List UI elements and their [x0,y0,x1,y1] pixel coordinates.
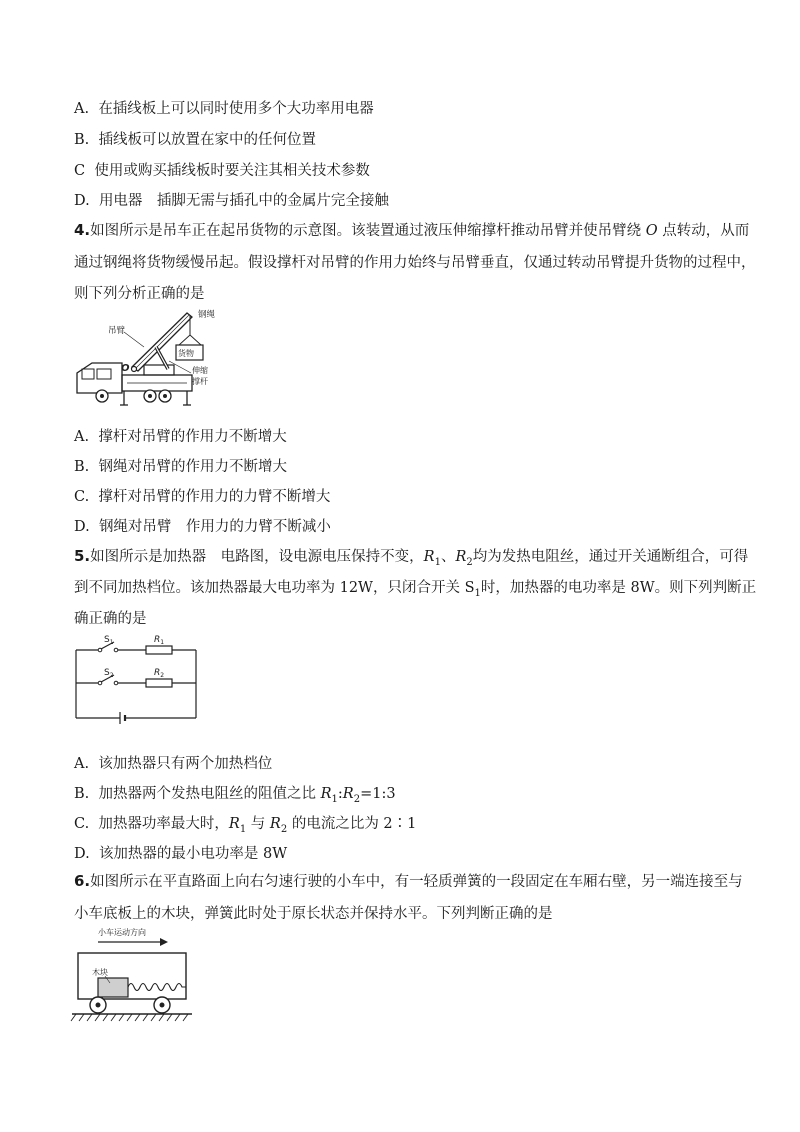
label-strut-2: 撑杆 [192,377,208,386]
label-block: 木块 [92,968,108,977]
q4-option-c: C. 撑杆对吊臂的作用力的力臂不断增大 [74,489,331,505]
q4-option-a: A. 撑杆对吊臂的作用力不断增大 [74,429,287,445]
q5-stem-line3: 确正确的是 [74,611,147,627]
q4-crane-figure [72,305,232,410]
q3-option-d: D. 用电器 插脚无需与插孔中的金属片完全接触 [74,193,389,209]
label-boom: 吊臂 [108,326,126,336]
q4-option-b: B. 钢绳对吊臂的作用力不断增大 [74,459,287,475]
q6-stem-line1: 6.如图所示在平直路面上向右匀速行驶的小车中，有一轻质弹簧的一段固定在车厢右壁，另一端连接至与 [74,872,743,890]
q4-stem-line2: 通过钢绳将货物缓慢吊起。假设撑杆对吊臂的作用力始终与吊臂垂直，仅通过转动吊臂提升货物的过程中， [74,255,756,271]
q5-stem-line2: 到不同加热档位。该加热器最大电功率为 12W，只闭合开关 $S_1$时，加热器的电功率是 8W。则下列判断正 [74,580,757,599]
label-rope: 钢绳 [198,310,216,320]
q5-option-b: B. 加热器两个发热电阻丝的阻值之比 $R_1:R_2=1:3$ [74,786,396,805]
q5-option-d: D. 该加热器的最小电功率是 8W [74,846,288,862]
q5-circuit-figure [70,630,210,725]
label-direction: 小车运动方向 [98,928,146,937]
q5-option-c: C. 加热器功率最大时，$R_1$ 与 $R_2$ 的电流之比为 2∶1 [74,816,417,835]
q6-stem-line2: 小车底板上的木块，弹簧此时处于原长状态并保持水平。下列判断正确的是 [74,906,553,922]
q4-stem-line3: 则下列分析正确的是 [74,286,205,302]
q4-stem-line1: 4.如图所示是吊车正在起吊货物的示意图。该装置通过液压伸缩撑杆推动吊臂并使吊臂绕 O 点转动，从而 [74,221,750,239]
q3-option-a: A. 在插线板上可以同时使用多个大功率用电器 [74,101,374,117]
label-s1: $S_1$ [104,635,114,646]
label-s2: $S_2$ [104,668,114,679]
q3-option-c: C 使用或购买插线板时要关注其相关技术参数 [74,163,370,179]
label-strut-1: 伸缩 [192,366,208,375]
label-r1: $R_1$ [154,635,165,646]
q5-option-a: A. 该加热器只有两个加热档位 [74,756,273,772]
label-cargo: 货物 [178,349,194,358]
label-pivot-o: O [121,363,130,374]
q5-stem-line1: 5.如图所示是加热器 电路图，设电源电压保持不变，$R_1$、$R_2$均为发热电阻丝，通过开关通断组合，可得 [74,547,749,568]
q6-cart-figure [70,925,200,1030]
label-r2: $R_2$ [154,668,165,679]
q3-option-b: B. 插线板可以放置在家中的任何位置 [74,132,316,148]
q4-option-d: D. 钢绳对吊臂 作用力的力臂不断减小 [74,519,331,535]
